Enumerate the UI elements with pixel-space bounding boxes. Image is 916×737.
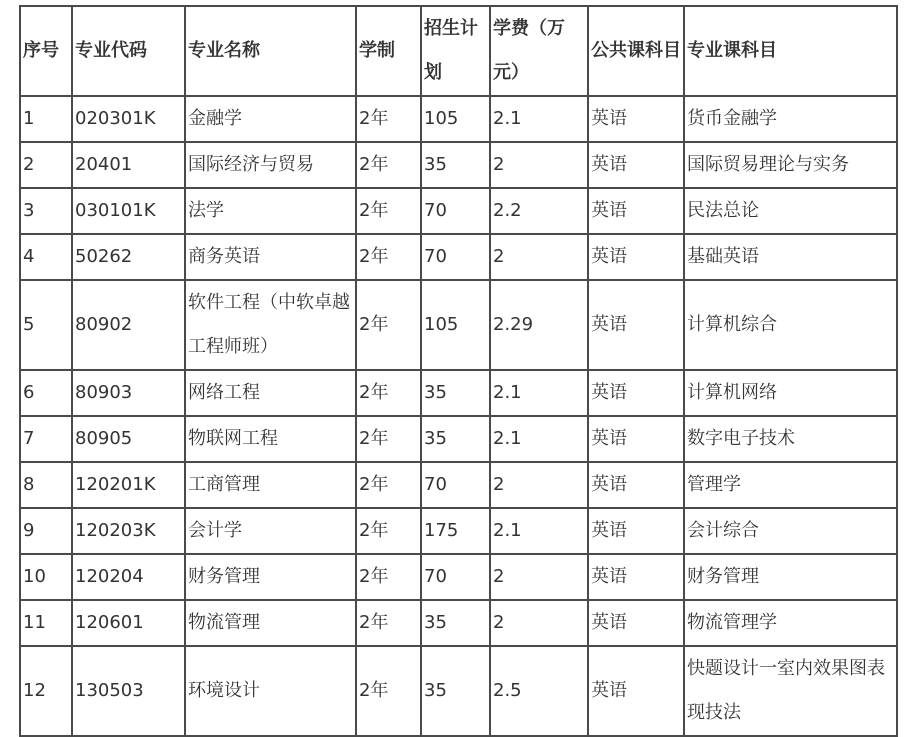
cell-enrollment-plan: 175 <box>421 508 490 554</box>
cell-major-code: 130503 <box>72 646 185 736</box>
cell-major-code: 120201K <box>72 462 185 508</box>
cell-major-name: 软件工程（中软卓越工程师班） <box>185 280 356 370</box>
cell-public-subject: 英语 <box>588 462 684 508</box>
cell-public-subject: 英语 <box>588 96 684 142</box>
cell-major-subject: 民法总论 <box>684 188 897 234</box>
cell-major-subject: 货币金融学 <box>684 96 897 142</box>
cell-index: 6 <box>20 370 72 416</box>
header-public-subject: 公共课科目 <box>588 6 684 96</box>
header-duration: 学制 <box>356 6 421 96</box>
cell-public-subject: 英语 <box>588 416 684 462</box>
cell-duration: 2年 <box>356 554 421 600</box>
cell-major-code: 80905 <box>72 416 185 462</box>
majors-table <box>19 5 898 737</box>
cell-major-subject: 物流管理学 <box>684 600 897 646</box>
header-row <box>20 6 897 96</box>
header-major-name: 专业名称 <box>185 6 356 96</box>
cell-major-code: 20401 <box>72 142 185 188</box>
cell-enrollment-plan: 35 <box>421 416 490 462</box>
cell-index: 1 <box>20 96 72 142</box>
cell-tuition: 2.1 <box>490 96 588 142</box>
cell-public-subject: 英语 <box>588 370 684 416</box>
table-row <box>20 234 897 280</box>
table-row <box>20 370 897 416</box>
cell-duration: 2年 <box>356 280 421 370</box>
table-row <box>20 142 897 188</box>
cell-tuition: 2 <box>490 462 588 508</box>
cell-duration: 2年 <box>356 96 421 142</box>
cell-index: 9 <box>20 508 72 554</box>
cell-major-code: 020301K <box>72 96 185 142</box>
header-enrollment-plan: 招生计划 <box>421 6 490 96</box>
cell-public-subject: 英语 <box>588 508 684 554</box>
cell-major-code: 80903 <box>72 370 185 416</box>
table-row <box>20 96 897 142</box>
cell-major-subject: 计算机网络 <box>684 370 897 416</box>
cell-major-name: 商务英语 <box>185 234 356 280</box>
cell-tuition: 2.1 <box>490 370 588 416</box>
cell-tuition: 2.1 <box>490 416 588 462</box>
cell-index: 4 <box>20 234 72 280</box>
cell-enrollment-plan: 35 <box>421 646 490 736</box>
cell-tuition: 2 <box>490 554 588 600</box>
cell-index: 7 <box>20 416 72 462</box>
cell-tuition: 2 <box>490 600 588 646</box>
cell-tuition: 2.1 <box>490 508 588 554</box>
table-row <box>20 508 897 554</box>
cell-major-name: 环境设计 <box>185 646 356 736</box>
cell-major-subject: 快题设计一室内效果图表现技法 <box>684 646 897 736</box>
cell-tuition: 2 <box>490 234 588 280</box>
cell-enrollment-plan: 105 <box>421 280 490 370</box>
cell-public-subject: 英语 <box>588 600 684 646</box>
cell-duration: 2年 <box>356 142 421 188</box>
cell-major-subject: 计算机综合 <box>684 280 897 370</box>
cell-duration: 2年 <box>356 188 421 234</box>
cell-enrollment-plan: 35 <box>421 600 490 646</box>
cell-major-code: 030101K <box>72 188 185 234</box>
cell-major-subject: 财务管理 <box>684 554 897 600</box>
table-row <box>20 554 897 600</box>
cell-duration: 2年 <box>356 600 421 646</box>
cell-enrollment-plan: 70 <box>421 462 490 508</box>
cell-major-subject: 会计综合 <box>684 508 897 554</box>
cell-major-code: 120204 <box>72 554 185 600</box>
cell-index: 3 <box>20 188 72 234</box>
cell-tuition: 2 <box>490 142 588 188</box>
cell-duration: 2年 <box>356 370 421 416</box>
cell-enrollment-plan: 70 <box>421 554 490 600</box>
cell-public-subject: 英语 <box>588 142 684 188</box>
cell-index: 11 <box>20 600 72 646</box>
cell-duration: 2年 <box>356 462 421 508</box>
cell-enrollment-plan: 70 <box>421 188 490 234</box>
cell-major-code: 80902 <box>72 280 185 370</box>
cell-tuition: 2.29 <box>490 280 588 370</box>
cell-index: 2 <box>20 142 72 188</box>
table-row <box>20 462 897 508</box>
cell-enrollment-plan: 35 <box>421 142 490 188</box>
header-major-code: 专业代码 <box>72 6 185 96</box>
cell-major-name: 法学 <box>185 188 356 234</box>
header-index: 序号 <box>20 6 72 96</box>
cell-index: 8 <box>20 462 72 508</box>
header-tuition: 学费（万元） <box>490 6 588 96</box>
cell-major-name: 物联网工程 <box>185 416 356 462</box>
cell-major-name: 网络工程 <box>185 370 356 416</box>
cell-enrollment-plan: 35 <box>421 370 490 416</box>
table-row <box>20 188 897 234</box>
cell-duration: 2年 <box>356 508 421 554</box>
cell-major-code: 50262 <box>72 234 185 280</box>
table-row <box>20 646 897 736</box>
cell-public-subject: 英语 <box>588 554 684 600</box>
cell-major-name: 会计学 <box>185 508 356 554</box>
header-major-subject: 专业课科目 <box>684 6 897 96</box>
cell-major-name: 金融学 <box>185 96 356 142</box>
cell-duration: 2年 <box>356 416 421 462</box>
table-row <box>20 600 897 646</box>
cell-major-code: 120601 <box>72 600 185 646</box>
cell-index: 10 <box>20 554 72 600</box>
cell-major-subject: 管理学 <box>684 462 897 508</box>
cell-major-name: 物流管理 <box>185 600 356 646</box>
cell-major-subject: 数字电子技术 <box>684 416 897 462</box>
table-row <box>20 280 897 370</box>
cell-major-code: 120203K <box>72 508 185 554</box>
cell-public-subject: 英语 <box>588 646 684 736</box>
cell-duration: 2年 <box>356 646 421 736</box>
cell-index: 12 <box>20 646 72 736</box>
cell-public-subject: 英语 <box>588 280 684 370</box>
cell-tuition: 2.2 <box>490 188 588 234</box>
cell-major-subject: 国际贸易理论与实务 <box>684 142 897 188</box>
table-row <box>20 416 897 462</box>
cell-public-subject: 英语 <box>588 234 684 280</box>
cell-major-name: 财务管理 <box>185 554 356 600</box>
cell-enrollment-plan: 105 <box>421 96 490 142</box>
cell-enrollment-plan: 70 <box>421 234 490 280</box>
cell-major-subject: 基础英语 <box>684 234 897 280</box>
cell-tuition: 2.5 <box>490 646 588 736</box>
cell-index: 5 <box>20 280 72 370</box>
cell-major-name: 工商管理 <box>185 462 356 508</box>
cell-public-subject: 英语 <box>588 188 684 234</box>
cell-major-name: 国际经济与贸易 <box>185 142 356 188</box>
cell-duration: 2年 <box>356 234 421 280</box>
